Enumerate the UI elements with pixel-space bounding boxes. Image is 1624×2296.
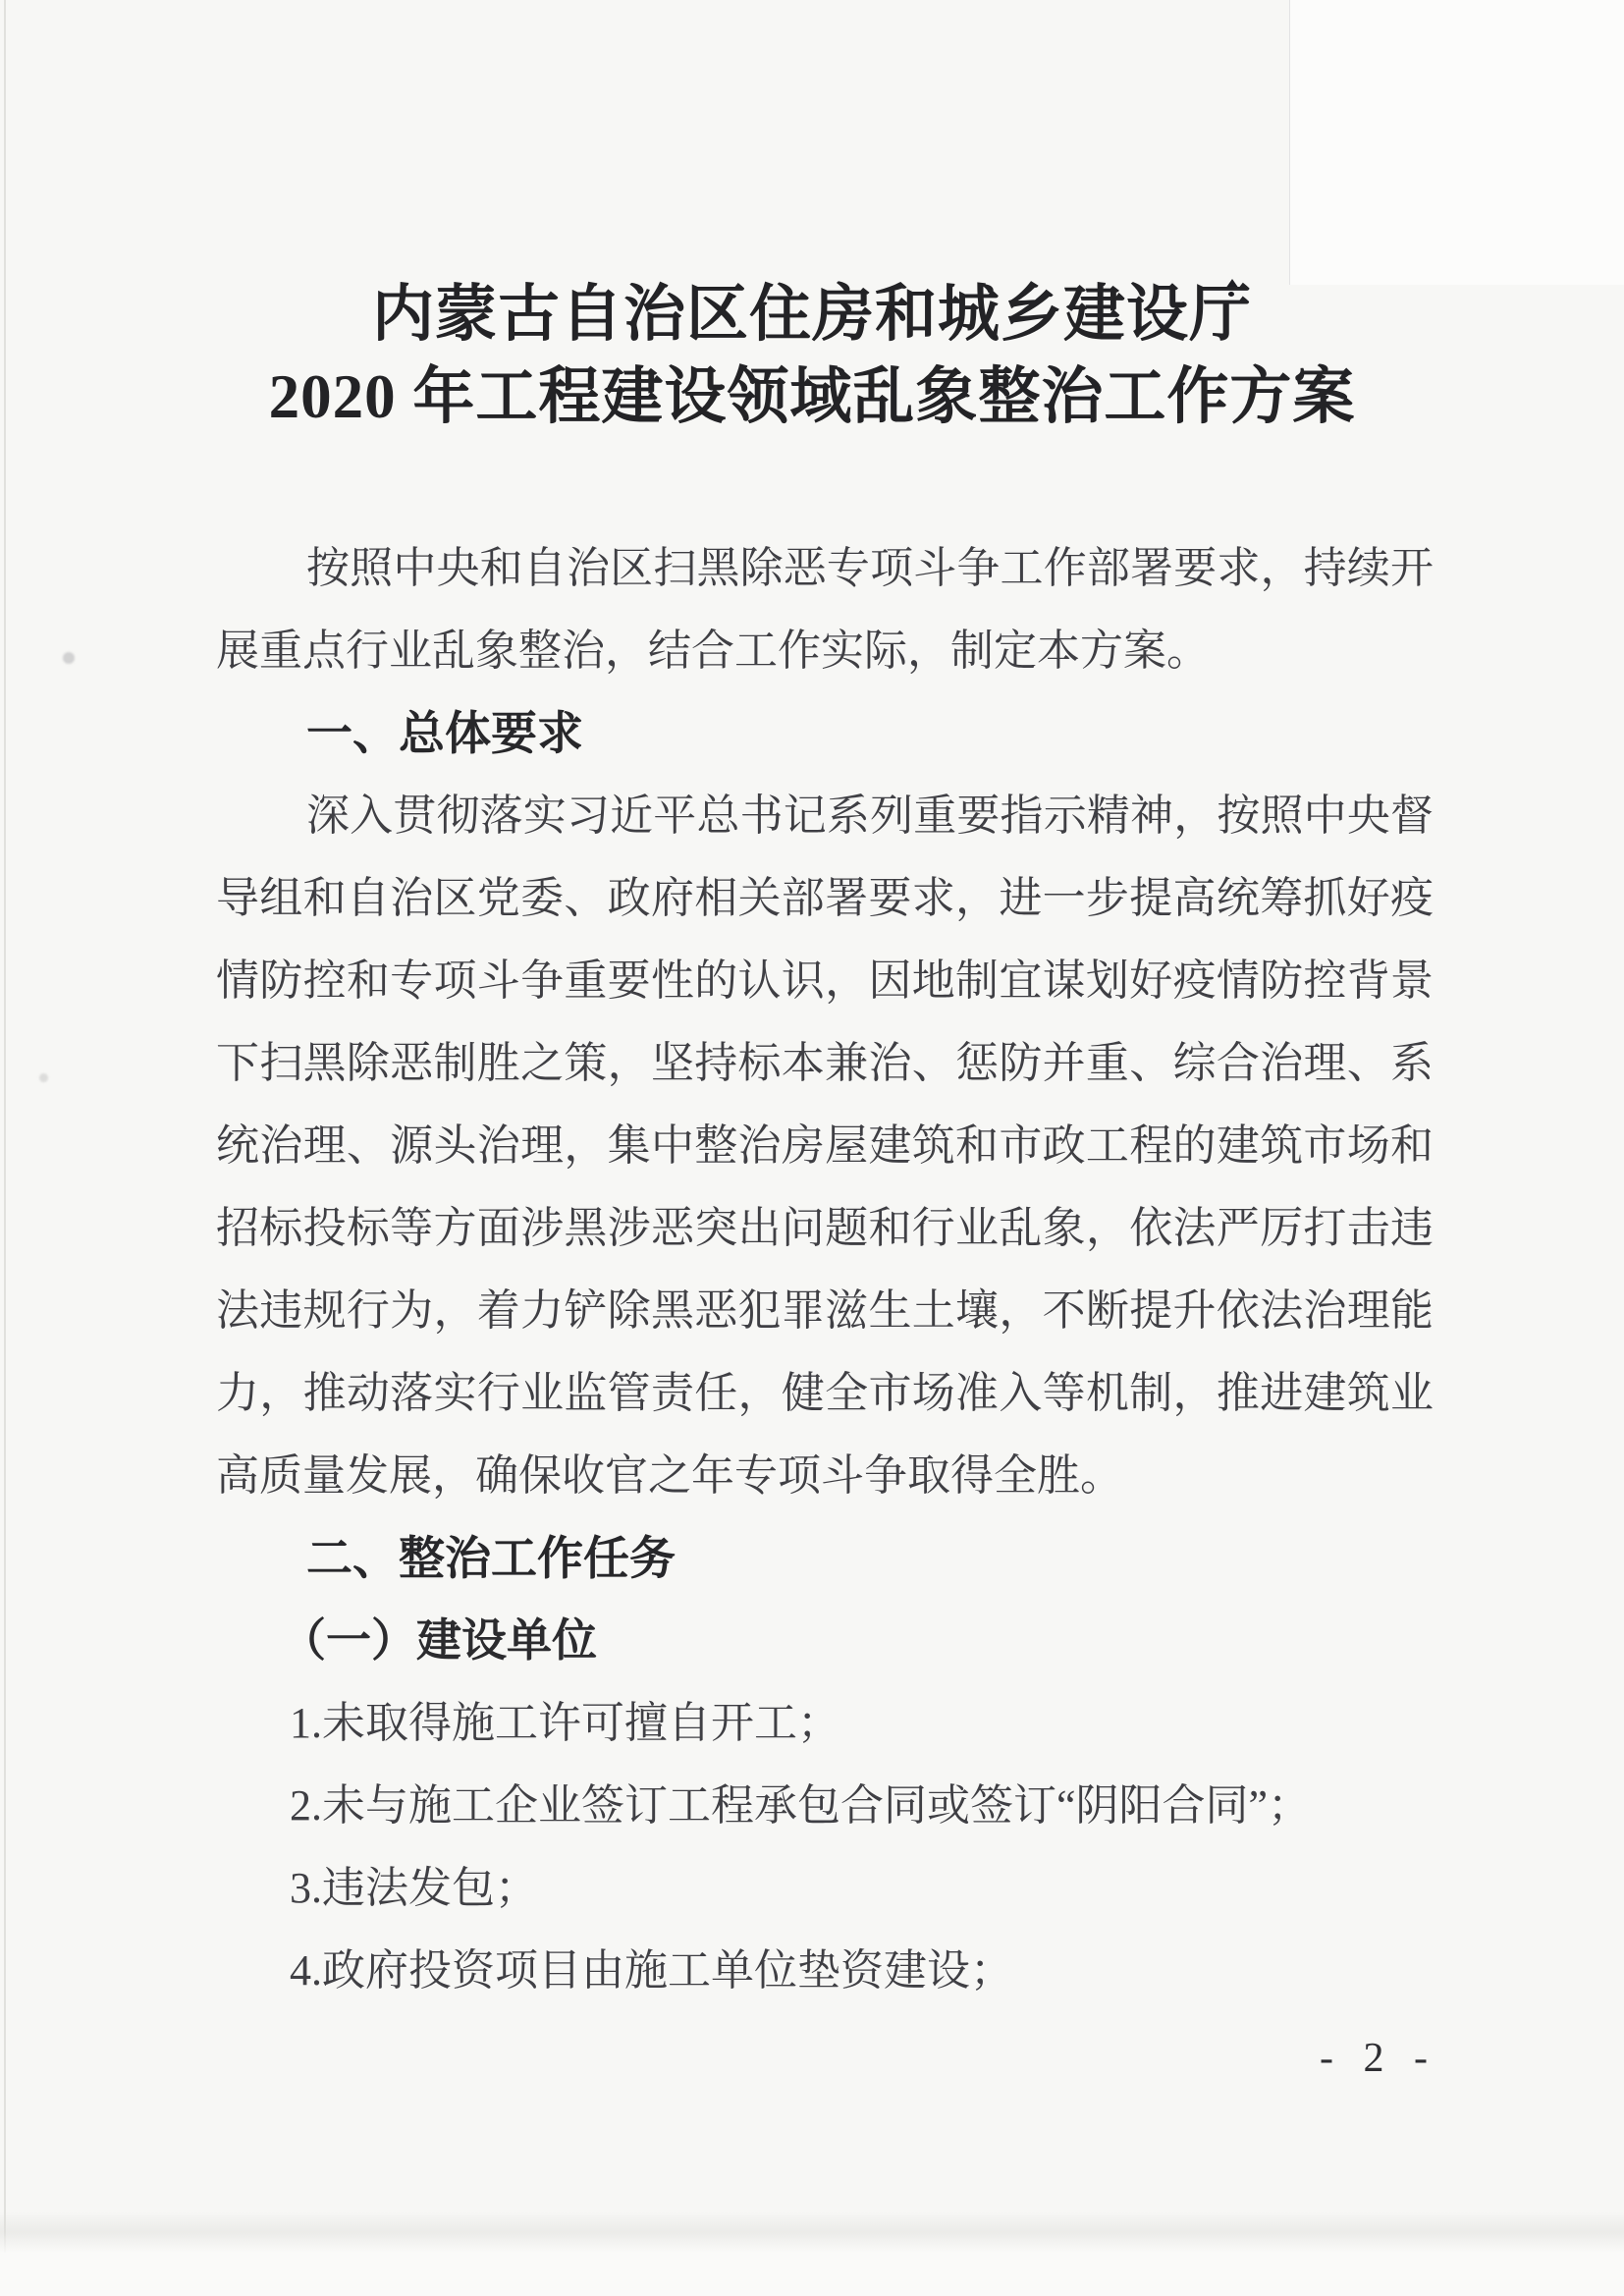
- section-1-line-9: 高质量发展，确保收官之年专项斗争取得全胜。: [216, 1451, 1123, 1500]
- title-line-2: 2020 年工程建设领域乱象整治工作方案: [268, 362, 1356, 431]
- document-title: [0, 273, 1624, 438]
- intro-line-2: 展重点行业乱象整治，结合工作实际，制定本方案。: [216, 627, 1210, 675]
- section-1-heading: 一、总体要求: [306, 707, 583, 759]
- page-number: - 2 -: [1320, 2036, 1437, 2081]
- list-item-4: 4.政府投资项目由施工单位垫资建设；: [290, 1946, 1013, 1995]
- scan-bottom-strip: [0, 2253, 1624, 2296]
- section-1-line-1: 深入贯彻落实习近平总书记系列重要指示精神，按照中央督: [306, 792, 1434, 840]
- section-2-subsection-1-heading: （一）建设单位: [281, 1615, 597, 1666]
- scan-bottom-band: [0, 2212, 1624, 2253]
- section-1-line-3: 情防控和专项斗争重要性的认识，因地制宜谋划好疫情防控背景: [216, 957, 1434, 1005]
- title-line-1: 内蒙古自治区住房和城乡建设厅: [372, 280, 1252, 349]
- section-1-line-2: 导组和自治区党委、政府相关部署要求，进一步提高统筹抓好疫: [216, 874, 1434, 922]
- section-1-line-7: 法违规行为，着力铲除黑恶犯罪滋生土壤，不断提升依法治理能: [216, 1286, 1434, 1335]
- document-body: [216, 527, 1434, 2012]
- section-1-line-5: 统治理、源头治理，集中整治房屋建筑和市政工程的建筑市场和: [216, 1121, 1434, 1170]
- list-item-3: 3.违法发包；: [290, 1864, 538, 1912]
- section-1-line-8: 力，推动落实行业监管责任，健全市场准入等机制，推进建筑业: [216, 1369, 1434, 1417]
- intro-line-1: 按照中央和自治区扫黑除恶专项斗争工作部署要求，持续开: [306, 544, 1434, 592]
- section-1-line-6: 招标投标等方面涉黑涉恶突出问题和行业乱象，依法严厉打击违: [216, 1204, 1434, 1252]
- list-item-1: 1.未取得施工许可擅自开工；: [290, 1699, 840, 1747]
- section-1-line-4: 下扫黑除恶制胜之策，坚持标本兼治、惩防并重、综合治理、系: [216, 1039, 1434, 1087]
- section-2-heading: 二、整治工作任务: [306, 1532, 676, 1584]
- list-item-2: 2.未与施工企业签订工程承包合同或签订“阴阳合同”；: [290, 1781, 1312, 1830]
